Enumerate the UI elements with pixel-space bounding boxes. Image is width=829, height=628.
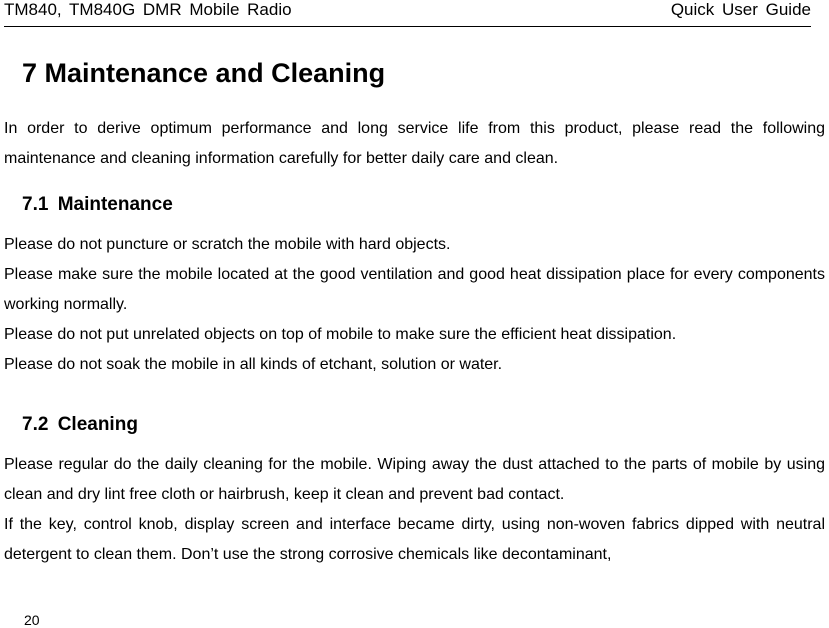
maintenance-item: Please do not put unrelated objects on top of mobile to make sure the efficient heat dissipation. bbox=[4, 326, 677, 343]
cleaning-item: If the key, control knob, display screen and interface became dirty, using non-woven fabrics dipped with neutral detergent to clean them. Don’t use the strong corrosive chemicals like decontaminant, bbox=[4, 516, 825, 563]
header-guide-label: Quick User Guide bbox=[670, 0, 811, 19]
maintenance-item: Please do not puncture or scratch the mobile with hard objects. bbox=[4, 236, 451, 253]
page-header bbox=[4, 0, 811, 27]
maintenance-item: Please do not soak the mobile in all kinds of etchant, solution or water. bbox=[4, 356, 503, 373]
intro-paragraph: In order to derive optimum performance and long service life from this product, please read the following maintenance and cleaning information carefully for better daily care and clean. bbox=[4, 120, 825, 167]
maintenance-heading: 7.1 Maintenance bbox=[22, 194, 173, 215]
maintenance-item: Please make sure the mobile located at the good ventilation and good heat dissipation place for every components working normally. bbox=[4, 266, 825, 313]
section-title: 7 Maintenance and Cleaning bbox=[22, 58, 386, 88]
cleaning-heading: 7.2 Cleaning bbox=[22, 414, 138, 435]
cleaning-item: Please regular do the daily cleaning for the mobile. Wiping away the dust attached to the parts of mobile by using clean and dry lint free cloth or hairbrush, keep it clean and prevent bad contact. bbox=[4, 456, 825, 503]
header-document-title: TM840, TM840G DMR Mobile Radio bbox=[4, 0, 292, 19]
page-number: 20 bbox=[24, 612, 40, 628]
